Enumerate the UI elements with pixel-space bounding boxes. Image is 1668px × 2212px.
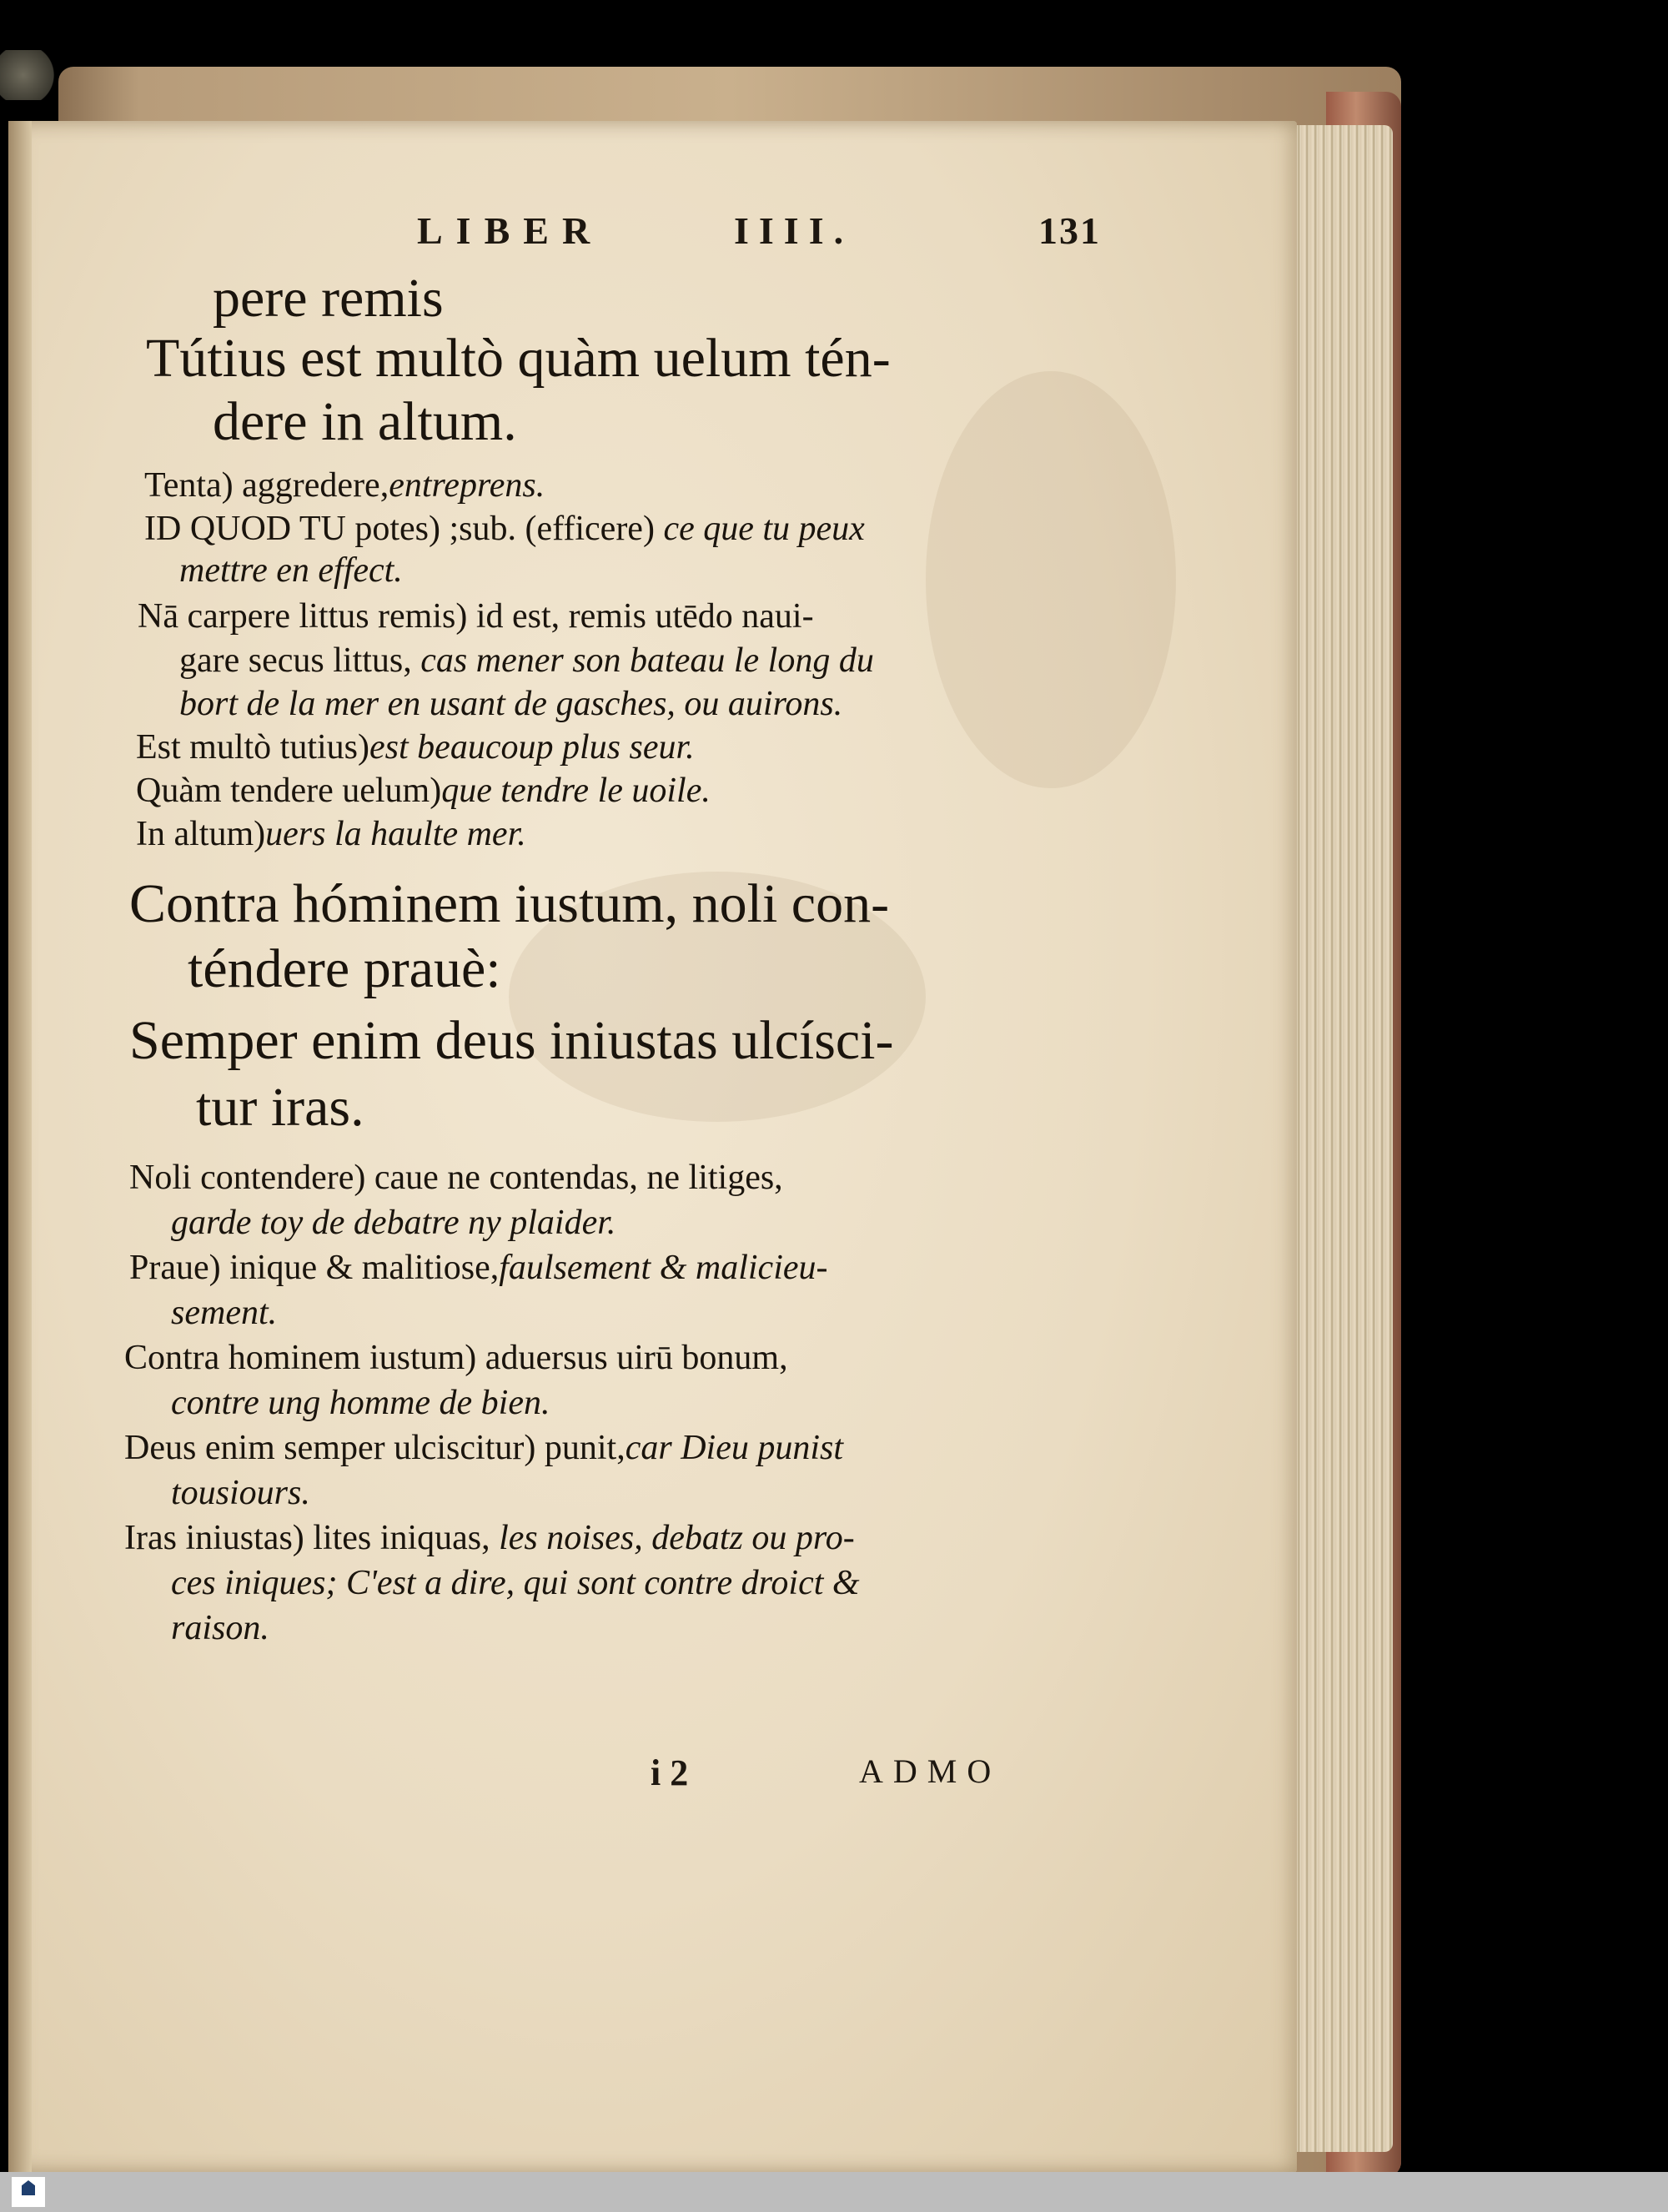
bookmark-ribbon <box>0 50 58 100</box>
gloss-french: que tendre le uoile. <box>441 772 711 810</box>
main-text <box>124 267 1005 1768</box>
gloss-french: faulsement & malicieu- <box>499 1249 828 1287</box>
gloss-latin: Quàm tendere uelum) <box>136 772 442 810</box>
commentary-line: Noli contendere) caue ne contendas, ne litiges, <box>129 1159 783 1197</box>
signature-mark: i 2 <box>651 1752 689 1793</box>
page-header <box>417 209 1526 259</box>
commentary-line: Contra hominem iustum) aduersus uirū bonum, <box>124 1339 788 1377</box>
catchword: ADMO <box>859 1752 1002 1790</box>
gloss-french: ces iniques; C'est a dire, qui sont contre droict & <box>171 1564 860 1602</box>
gloss-french: entreprens. <box>389 466 545 505</box>
verse-line: téndere prauè: <box>188 938 501 999</box>
gloss-french: est beaucoup plus seur. <box>369 728 695 767</box>
verse-line: Tútius est multò quàm uelum tén- <box>146 328 891 389</box>
folio-number: 131 <box>1038 209 1101 252</box>
verse-line: Contra hóminem iustum, noli con- <box>129 873 890 934</box>
commentary-line <box>144 465 545 505</box>
page-gutter <box>8 121 32 2173</box>
commentary-line <box>124 1518 855 1558</box>
commentary-line <box>179 641 874 681</box>
verse-line: dere in altum. <box>213 391 517 452</box>
commentary-line: Nā carpere littus remis) id est, remis utēdo naui- <box>138 597 814 636</box>
gloss-latin: Tenta) aggredere, <box>144 466 389 505</box>
commentary-line <box>129 1248 828 1288</box>
gloss-french: les noises, debatz ou pro- <box>499 1519 855 1557</box>
commentary-line <box>136 814 526 854</box>
gloss-latin: Est multò tutius) <box>136 728 370 767</box>
gloss-french: uers la haulte mer. <box>265 815 526 853</box>
gloss-french: tousiours. <box>171 1474 310 1512</box>
gloss-latin: gare secus littus, <box>179 641 412 680</box>
gloss-french: sement. <box>171 1294 278 1332</box>
library-logo <box>12 2177 45 2207</box>
running-part: IIII. <box>734 209 854 252</box>
verse-line: Semper enim deus iniustas ulcísci- <box>129 1010 894 1071</box>
page-footer <box>651 1752 1026 1802</box>
library-logo-icon <box>22 2180 35 2195</box>
gloss-latin: Deus enim semper ulciscitur) punit, <box>124 1429 626 1467</box>
viewer-footer-bar <box>0 2172 1668 2212</box>
gloss-french: contre ung homme de bien. <box>171 1384 550 1422</box>
gloss-latin: ID QUOD TU potes) ;sub. (efficere) <box>144 510 655 548</box>
gloss-latin: Iras iniustas) lites iniquas, <box>124 1519 490 1557</box>
commentary-line <box>144 509 865 549</box>
commentary-line <box>136 771 711 811</box>
gloss-french: raison. <box>171 1609 269 1647</box>
verse-line: pere remis <box>213 268 444 329</box>
running-title: LIBER <box>417 209 604 252</box>
gloss-french: garde toy de debatre ny plaider. <box>171 1204 616 1242</box>
gloss-latin: Praue) inique & malitiose, <box>129 1249 500 1287</box>
gloss-french: ce que tu peux <box>663 510 865 548</box>
gloss-french: mettre en effect. <box>179 551 403 590</box>
commentary-line <box>136 727 695 767</box>
verse-line: tur iras. <box>196 1077 364 1138</box>
gloss-french: cas mener son bateau le long du <box>420 641 874 680</box>
commentary-line <box>124 1428 843 1468</box>
gloss-french: bort de la mer en usant de gasches, ou auirons. <box>179 685 843 723</box>
gloss-latin: In altum) <box>136 815 266 853</box>
gloss-french: car Dieu punist <box>625 1429 844 1467</box>
